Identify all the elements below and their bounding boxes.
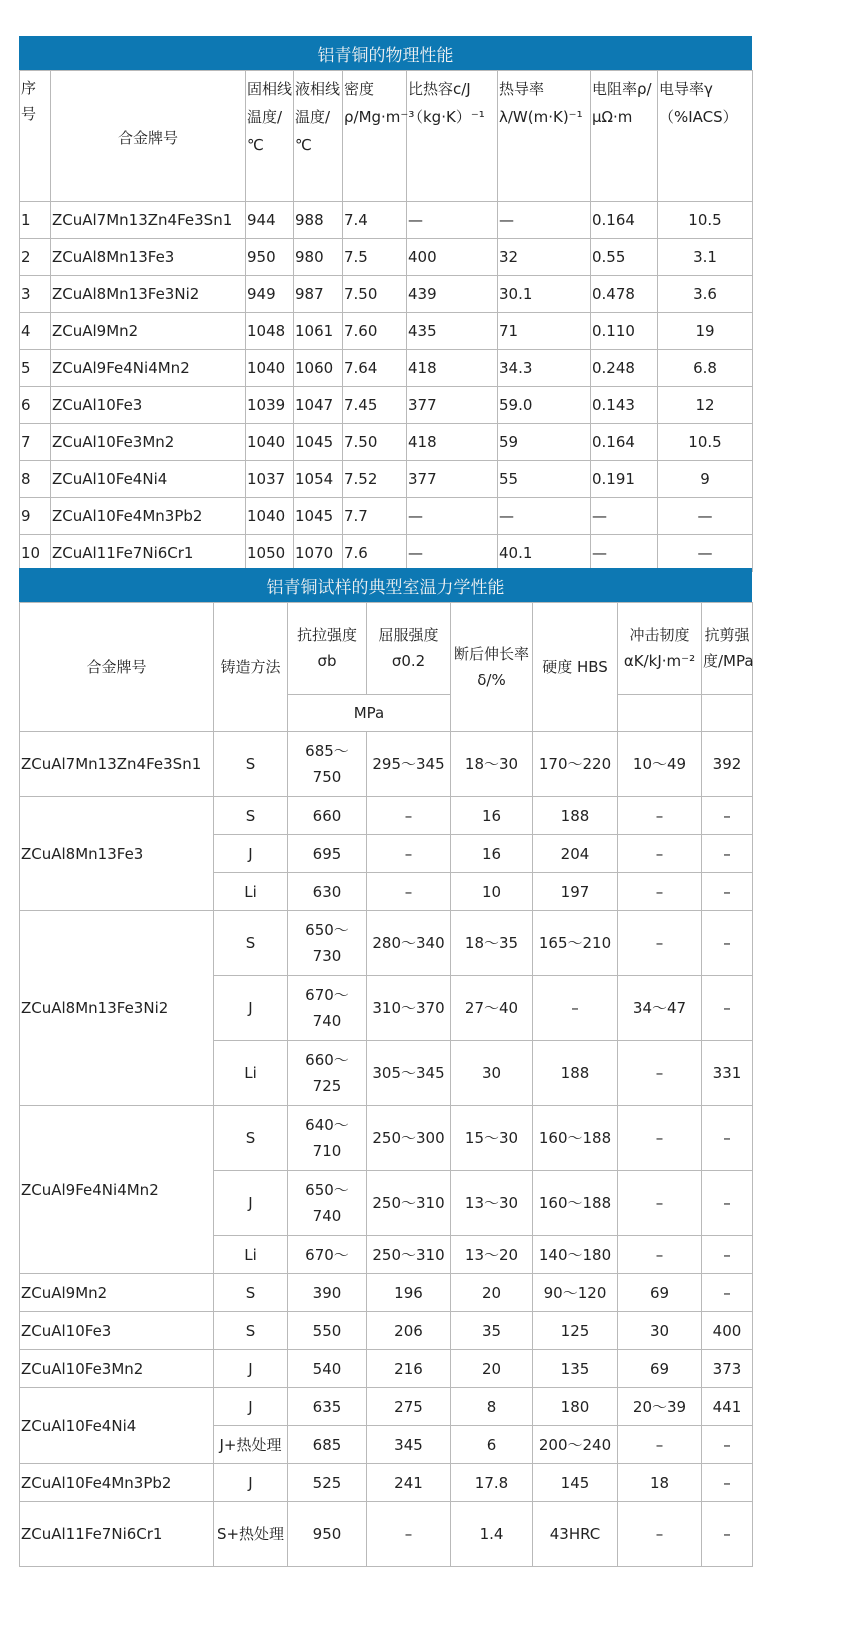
row-thermal-conductivity: — xyxy=(498,202,591,239)
row-alloy: ZCuAl11Fe7Ni6Cr1 xyxy=(51,535,246,572)
row-alloy: ZCuAl10Fe3Mn2 xyxy=(51,424,246,461)
row-heat-capacity: 377 xyxy=(407,461,498,498)
row-hardness: 170～220 xyxy=(533,732,618,797)
table-row xyxy=(20,202,753,239)
row-hardness: 188 xyxy=(533,1041,618,1106)
table-row xyxy=(20,1106,753,1171)
header-alloy: 合金牌号 xyxy=(51,71,246,202)
row-elongation: 6 xyxy=(451,1426,533,1464)
row-shear: – xyxy=(702,873,753,911)
row-heat-capacity: — xyxy=(407,498,498,535)
row-conductivity: 3.1 xyxy=(658,239,753,276)
row-impact: – xyxy=(618,1426,702,1464)
row-tensile: 685 xyxy=(288,1426,367,1464)
row-impact: 18 xyxy=(618,1464,702,1502)
row-no: 10 xyxy=(20,535,51,572)
table-row xyxy=(20,1502,753,1567)
row-impact: 30 xyxy=(618,1312,702,1350)
row-solidus: 1040 xyxy=(246,350,294,387)
row-tensile: 660～725 xyxy=(288,1041,367,1106)
header-no: 序号 xyxy=(20,71,51,202)
row-yield: 250～300 xyxy=(367,1106,451,1171)
row-no: 9 xyxy=(20,498,51,535)
mechanical-properties-section xyxy=(19,568,752,1567)
header-solidus: 固相线温度/℃ xyxy=(246,71,294,202)
row-heat-capacity: — xyxy=(407,535,498,572)
row-tensile: 670～ xyxy=(288,1236,367,1274)
row-tensile: 695 xyxy=(288,835,367,873)
row-hardness: 204 xyxy=(533,835,618,873)
row-no: 3 xyxy=(20,276,51,313)
row-alloy: ZCuAl7Mn13Zn4Fe3Sn1 xyxy=(51,202,246,239)
row-tensile: 640～710 xyxy=(288,1106,367,1171)
row-density: 7.50 xyxy=(343,276,407,313)
row-alloy: ZCuAl10Fe3Mn2 xyxy=(20,1350,214,1388)
row-thermal-conductivity: 34.3 xyxy=(498,350,591,387)
row-yield: 216 xyxy=(367,1350,451,1388)
row-density: 7.5 xyxy=(343,239,407,276)
row-elongation: 8 xyxy=(451,1388,533,1426)
row-solidus: 944 xyxy=(246,202,294,239)
row-alloy: ZCuAl11Fe7Ni6Cr1 xyxy=(20,1502,214,1567)
header-method: 铸造方法 xyxy=(214,603,288,732)
row-thermal-conductivity: 59.0 xyxy=(498,387,591,424)
row-method: J xyxy=(214,1464,288,1502)
row-tensile: 660 xyxy=(288,797,367,835)
row-impact: – xyxy=(618,1236,702,1274)
table-row xyxy=(20,313,753,350)
row-hardness: 188 xyxy=(533,797,618,835)
row-shear: 441 xyxy=(702,1388,753,1426)
row-yield: 305～345 xyxy=(367,1041,451,1106)
row-no: 1 xyxy=(20,202,51,239)
row-shear: 373 xyxy=(702,1350,753,1388)
row-method: S xyxy=(214,1106,288,1171)
row-shear: – xyxy=(702,1502,753,1567)
row-method: S xyxy=(214,1274,288,1312)
row-density: 7.6 xyxy=(343,535,407,572)
row-shear: – xyxy=(702,1106,753,1171)
row-impact: – xyxy=(618,1171,702,1236)
row-hardness: 165～210 xyxy=(533,911,618,976)
row-elongation: 16 xyxy=(451,835,533,873)
header-impact: 冲击韧度αK/kJ·m⁻² xyxy=(618,603,702,695)
row-alloy: ZCuAl9Mn2 xyxy=(51,313,246,350)
row-solidus: 1048 xyxy=(246,313,294,350)
row-elongation: 1.4 xyxy=(451,1502,533,1567)
row-alloy: ZCuAl9Fe4Ni4Mn2 xyxy=(51,350,246,387)
row-alloy: ZCuAl10Fe3 xyxy=(20,1312,214,1350)
row-elongation: 13～30 xyxy=(451,1171,533,1236)
row-method: J+热处理 xyxy=(214,1426,288,1464)
header-liquidus: 液相线温度/℃ xyxy=(294,71,343,202)
row-liquidus: 1061 xyxy=(294,313,343,350)
row-hardness: 197 xyxy=(533,873,618,911)
row-tensile: 650～740 xyxy=(288,1171,367,1236)
row-alloy: ZCuAl8Mn13Fe3Ni2 xyxy=(51,276,246,313)
row-liquidus: 1060 xyxy=(294,350,343,387)
header-mpa-unit: MPa xyxy=(288,694,451,731)
row-thermal-conductivity: 32 xyxy=(498,239,591,276)
row-yield: 295～345 xyxy=(367,732,451,797)
table-row xyxy=(20,239,753,276)
table-row xyxy=(20,424,753,461)
row-alloy: ZCuAl9Fe4Ni4Mn2 xyxy=(20,1106,214,1274)
row-density: 7.50 xyxy=(343,424,407,461)
row-method: J xyxy=(214,976,288,1041)
row-no: 6 xyxy=(20,387,51,424)
row-alloy: ZCuAl10Fe4Mn3Pb2 xyxy=(20,1464,214,1502)
row-tensile: 650～730 xyxy=(288,911,367,976)
table-row xyxy=(20,911,753,976)
row-tensile: 540 xyxy=(288,1350,367,1388)
row-shear: – xyxy=(702,1426,753,1464)
row-shear: – xyxy=(702,797,753,835)
row-tensile: 390 xyxy=(288,1274,367,1312)
row-solidus: 949 xyxy=(246,276,294,313)
table-row xyxy=(20,732,753,797)
row-density: 7.7 xyxy=(343,498,407,535)
row-resistivity: 0.110 xyxy=(591,313,658,350)
table-header-row xyxy=(20,71,753,202)
row-method: J xyxy=(214,1388,288,1426)
row-yield: 241 xyxy=(367,1464,451,1502)
row-shear: 400 xyxy=(702,1312,753,1350)
row-shear: – xyxy=(702,911,753,976)
table-row xyxy=(20,1274,753,1312)
table-row xyxy=(20,1388,753,1426)
row-no: 5 xyxy=(20,350,51,387)
row-liquidus: 987 xyxy=(294,276,343,313)
row-solidus: 950 xyxy=(246,239,294,276)
row-resistivity: — xyxy=(591,535,658,572)
row-alloy: ZCuAl8Mn13Fe3Ni2 xyxy=(20,911,214,1106)
row-resistivity: 0.164 xyxy=(591,424,658,461)
row-impact: 69 xyxy=(618,1350,702,1388)
table-row xyxy=(20,1350,753,1388)
row-yield: 275 xyxy=(367,1388,451,1426)
row-heat-capacity: — xyxy=(407,202,498,239)
row-liquidus: 980 xyxy=(294,239,343,276)
row-thermal-conductivity: 40.1 xyxy=(498,535,591,572)
header-hardness: 硬度 HBS xyxy=(533,603,618,732)
row-impact: – xyxy=(618,873,702,911)
row-method: J xyxy=(214,835,288,873)
table-row xyxy=(20,797,753,835)
row-liquidus: 988 xyxy=(294,202,343,239)
header-yield: 屈服强度σ0.2 xyxy=(367,603,451,695)
row-heat-capacity: 439 xyxy=(407,276,498,313)
row-yield: 206 xyxy=(367,1312,451,1350)
row-density: 7.45 xyxy=(343,387,407,424)
row-elongation: 30 xyxy=(451,1041,533,1106)
row-elongation: 16 xyxy=(451,797,533,835)
header-elongation: 断后伸长率δ/% xyxy=(451,603,533,732)
row-density: 7.64 xyxy=(343,350,407,387)
row-conductivity: 9 xyxy=(658,461,753,498)
row-shear: – xyxy=(702,1274,753,1312)
row-no: 8 xyxy=(20,461,51,498)
row-hardness: 160～188 xyxy=(533,1171,618,1236)
row-elongation: 18～30 xyxy=(451,732,533,797)
row-resistivity: — xyxy=(591,498,658,535)
row-thermal-conductivity: 30.1 xyxy=(498,276,591,313)
row-shear: 392 xyxy=(702,732,753,797)
row-alloy: ZCuAl10Fe4Ni4 xyxy=(51,461,246,498)
row-yield: 250～310 xyxy=(367,1236,451,1274)
header-blank xyxy=(618,694,702,731)
row-heat-capacity: 377 xyxy=(407,387,498,424)
row-impact: – xyxy=(618,835,702,873)
row-solidus: 1039 xyxy=(246,387,294,424)
header-shear: 抗剪强度/MPa xyxy=(702,603,753,695)
table-row xyxy=(20,387,753,424)
row-alloy: ZCuAl10Fe4Mn3Pb2 xyxy=(51,498,246,535)
row-tensile: 630 xyxy=(288,873,367,911)
row-yield: 345 xyxy=(367,1426,451,1464)
row-tensile: 670～740 xyxy=(288,976,367,1041)
row-density: 7.60 xyxy=(343,313,407,350)
row-method: S xyxy=(214,1312,288,1350)
row-yield: 310～370 xyxy=(367,976,451,1041)
row-elongation: 27～40 xyxy=(451,976,533,1041)
row-resistivity: 0.164 xyxy=(591,202,658,239)
table-row xyxy=(20,350,753,387)
row-impact: 10～49 xyxy=(618,732,702,797)
row-elongation: 20 xyxy=(451,1350,533,1388)
header-tensile: 抗拉强度σb xyxy=(288,603,367,695)
row-elongation: 17.8 xyxy=(451,1464,533,1502)
physical-properties-title: 铝青铜的物理性能 xyxy=(19,36,752,70)
header-conductivity: 电导率γ（%IACS） xyxy=(658,71,753,202)
row-alloy: ZCuAl10Fe4Ni4 xyxy=(20,1388,214,1464)
row-yield: – xyxy=(367,797,451,835)
header-alloy: 合金牌号 xyxy=(20,603,214,732)
row-shear: 331 xyxy=(702,1041,753,1106)
row-impact: – xyxy=(618,1041,702,1106)
row-solidus: 1050 xyxy=(246,535,294,572)
row-shear: – xyxy=(702,1464,753,1502)
row-liquidus: 1045 xyxy=(294,424,343,461)
header-density: 密度ρ/Mg·m⁻³ xyxy=(343,71,407,202)
row-shear: – xyxy=(702,1171,753,1236)
row-solidus: 1037 xyxy=(246,461,294,498)
row-conductivity: 6.8 xyxy=(658,350,753,387)
mechanical-properties-table xyxy=(19,602,753,1567)
row-hardness: 160～188 xyxy=(533,1106,618,1171)
row-yield: 196 xyxy=(367,1274,451,1312)
table-row xyxy=(20,276,753,313)
table-row xyxy=(20,498,753,535)
row-liquidus: 1054 xyxy=(294,461,343,498)
row-tensile: 635 xyxy=(288,1388,367,1426)
row-solidus: 1040 xyxy=(246,424,294,461)
table-row xyxy=(20,1312,753,1350)
row-hardness: 140～180 xyxy=(533,1236,618,1274)
row-conductivity: 3.6 xyxy=(658,276,753,313)
row-tensile: 950 xyxy=(288,1502,367,1567)
row-tensile: 550 xyxy=(288,1312,367,1350)
row-solidus: 1040 xyxy=(246,498,294,535)
row-liquidus: 1070 xyxy=(294,535,343,572)
row-conductivity: — xyxy=(658,535,753,572)
row-impact: – xyxy=(618,1502,702,1567)
row-method: S+热处理 xyxy=(214,1502,288,1567)
physical-properties-section xyxy=(19,36,752,572)
row-thermal-conductivity: 59 xyxy=(498,424,591,461)
row-resistivity: 0.478 xyxy=(591,276,658,313)
row-thermal-conductivity: 55 xyxy=(498,461,591,498)
row-conductivity: — xyxy=(658,498,753,535)
row-hardness: 145 xyxy=(533,1464,618,1502)
row-method: S xyxy=(214,911,288,976)
header-heat-capacity: 比热容c/J（kg·K）⁻¹ xyxy=(407,71,498,202)
row-elongation: 18～35 xyxy=(451,911,533,976)
row-yield: – xyxy=(367,873,451,911)
row-resistivity: 0.55 xyxy=(591,239,658,276)
row-elongation: 10 xyxy=(451,873,533,911)
row-shear: – xyxy=(702,835,753,873)
row-hardness: 90～120 xyxy=(533,1274,618,1312)
row-conductivity: 10.5 xyxy=(658,424,753,461)
row-hardness: 180 xyxy=(533,1388,618,1426)
row-heat-capacity: 418 xyxy=(407,350,498,387)
row-elongation: 35 xyxy=(451,1312,533,1350)
header-resistivity: 电阻率ρ/μΩ·m xyxy=(591,71,658,202)
row-no: 4 xyxy=(20,313,51,350)
row-method: Li xyxy=(214,1041,288,1106)
header-thermal-conductivity: 热导率λ/W(m·K)⁻¹ xyxy=(498,71,591,202)
row-no: 7 xyxy=(20,424,51,461)
header-blank xyxy=(702,694,753,731)
row-impact: – xyxy=(618,797,702,835)
row-impact: 69 xyxy=(618,1274,702,1312)
row-alloy: ZCuAl9Mn2 xyxy=(20,1274,214,1312)
row-heat-capacity: 400 xyxy=(407,239,498,276)
row-yield: – xyxy=(367,1502,451,1567)
mechanical-properties-title: 铝青铜试样的典型室温力学性能 xyxy=(19,568,752,602)
row-impact: – xyxy=(618,911,702,976)
row-alloy: ZCuAl7Mn13Zn4Fe3Sn1 xyxy=(20,732,214,797)
row-elongation: 20 xyxy=(451,1274,533,1312)
row-liquidus: 1045 xyxy=(294,498,343,535)
row-density: 7.4 xyxy=(343,202,407,239)
row-resistivity: 0.143 xyxy=(591,387,658,424)
row-shear: – xyxy=(702,976,753,1041)
row-no: 2 xyxy=(20,239,51,276)
row-elongation: 15～30 xyxy=(451,1106,533,1171)
row-hardness: 135 xyxy=(533,1350,618,1388)
row-heat-capacity: 435 xyxy=(407,313,498,350)
row-method: J xyxy=(214,1350,288,1388)
row-hardness: – xyxy=(533,976,618,1041)
row-tensile: 685～750 xyxy=(288,732,367,797)
row-resistivity: 0.248 xyxy=(591,350,658,387)
row-impact: – xyxy=(618,1106,702,1171)
row-tensile: 525 xyxy=(288,1464,367,1502)
row-density: 7.52 xyxy=(343,461,407,498)
row-hardness: 43HRC xyxy=(533,1502,618,1567)
row-thermal-conductivity: 71 xyxy=(498,313,591,350)
row-yield: – xyxy=(367,835,451,873)
row-method: S xyxy=(214,797,288,835)
row-impact: 34～47 xyxy=(618,976,702,1041)
row-heat-capacity: 418 xyxy=(407,424,498,461)
row-method: Li xyxy=(214,873,288,911)
row-conductivity: 19 xyxy=(658,313,753,350)
row-liquidus: 1047 xyxy=(294,387,343,424)
row-conductivity: 10.5 xyxy=(658,202,753,239)
row-impact: 20～39 xyxy=(618,1388,702,1426)
row-yield: 280～340 xyxy=(367,911,451,976)
row-hardness: 125 xyxy=(533,1312,618,1350)
row-shear: – xyxy=(702,1236,753,1274)
table-row xyxy=(20,461,753,498)
row-hardness: 200～240 xyxy=(533,1426,618,1464)
row-elongation: 13～20 xyxy=(451,1236,533,1274)
row-thermal-conductivity: — xyxy=(498,498,591,535)
row-yield: 250～310 xyxy=(367,1171,451,1236)
table-header-row xyxy=(20,603,753,695)
table-row xyxy=(20,1464,753,1502)
row-alloy: ZCuAl8Mn13Fe3 xyxy=(20,797,214,911)
physical-properties-table xyxy=(19,70,753,572)
row-conductivity: 12 xyxy=(658,387,753,424)
row-alloy: ZCuAl10Fe3 xyxy=(51,387,246,424)
table-row xyxy=(20,535,753,572)
row-alloy: ZCuAl8Mn13Fe3 xyxy=(51,239,246,276)
row-method: J xyxy=(214,1171,288,1236)
row-method: Li xyxy=(214,1236,288,1274)
row-method: S xyxy=(214,732,288,797)
row-resistivity: 0.191 xyxy=(591,461,658,498)
